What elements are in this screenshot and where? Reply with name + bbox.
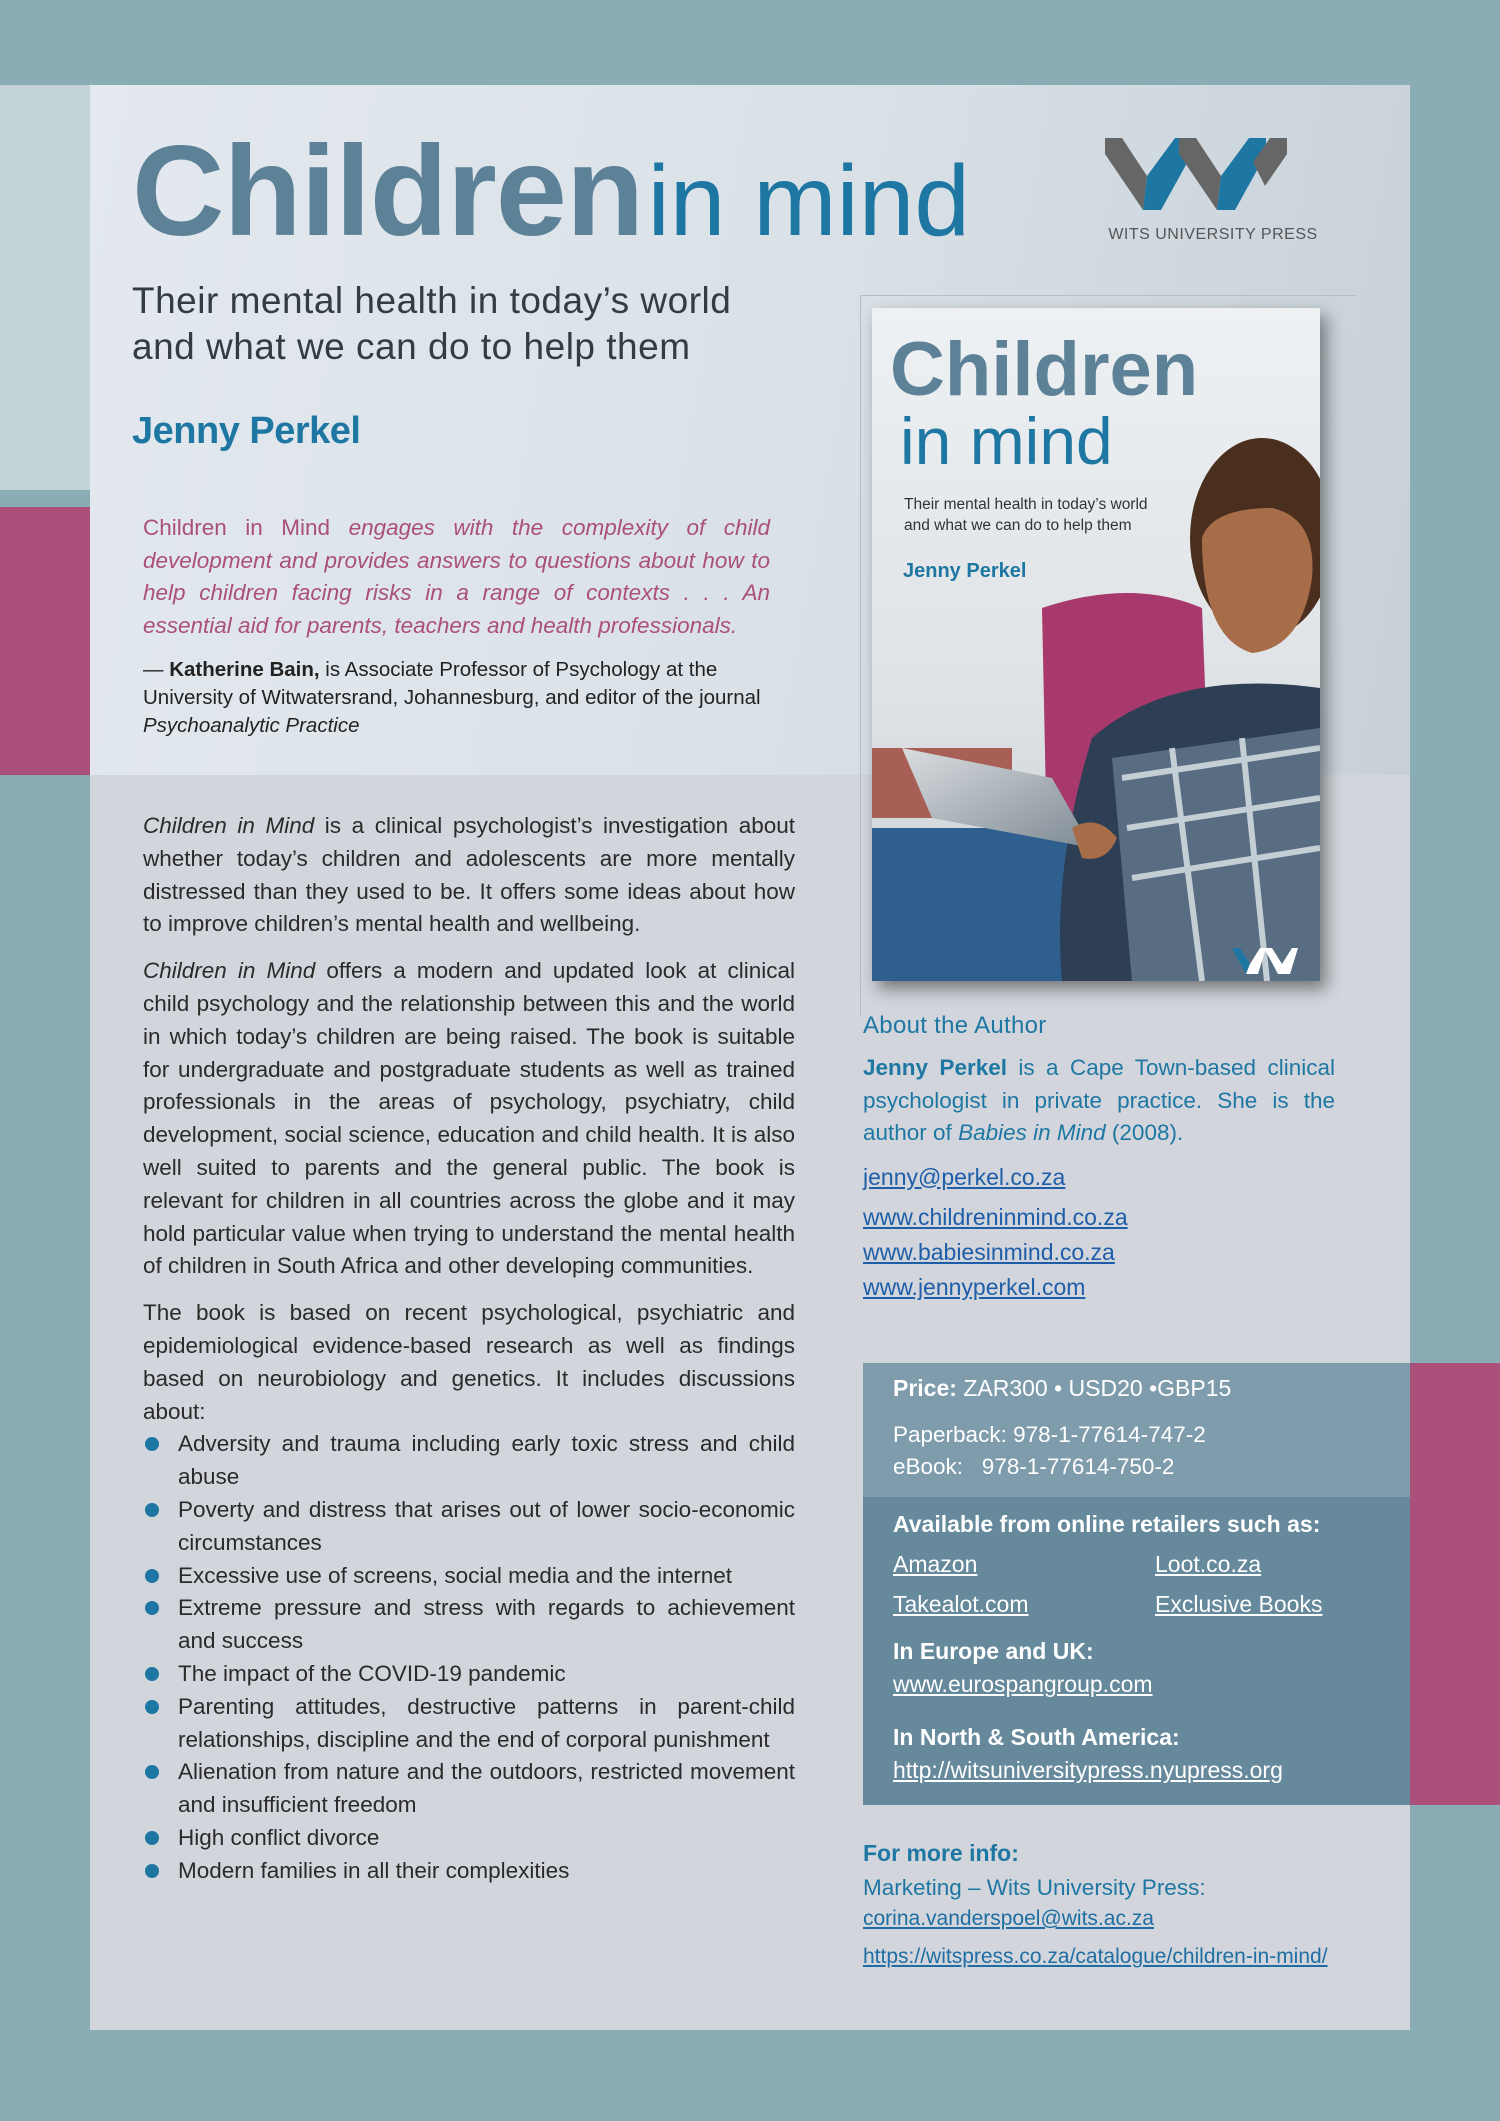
isbn-ebook: eBook: 978-1-77614-750-2 <box>893 1454 1175 1479</box>
about-text-part: (2008). <box>1105 1120 1184 1145</box>
retailers-heading: Available from online retailers such as: <box>893 1511 1321 1537</box>
about-name: Jenny Perkel <box>863 1055 1007 1080</box>
list-item-text: Modern families in all their complexities <box>178 1857 570 1883</box>
europe-heading: In Europe and UK: <box>893 1638 1094 1664</box>
link-amazon[interactable]: Amazon <box>893 1551 978 1577</box>
americas-heading: In North & South America: <box>893 1724 1180 1750</box>
about-heading: About the Author <box>863 1012 1047 1039</box>
list-item-text: High conflict divorce <box>178 1824 380 1850</box>
price-line <box>893 1375 1231 1402</box>
list-item-text: Parenting attitudes, destructive patterns in parent-child relationships, discipline and the end of corporal punishment <box>178 1693 795 1752</box>
subtitle-line-1: Their mental health in today’s world <box>132 280 732 321</box>
quote-book-title: Children in Mind <box>143 515 331 540</box>
link-childreninmind[interactable]: www.childreninmind.co.za <box>863 1203 1128 1230</box>
list-item-text: Extreme pressure and stress with regards to achievement and success <box>178 1595 795 1654</box>
pink-accent-right <box>1410 1363 1500 1805</box>
more-info <box>863 1840 1328 1969</box>
link-loot[interactable]: Loot.co.za <box>1155 1551 1262 1577</box>
list-item-text: Excessive use of screens, social media and the internet <box>178 1562 733 1588</box>
cover-subtitle <box>904 494 1148 536</box>
cover-title-bold: Children <box>890 327 1199 412</box>
list-item <box>143 1855 795 1888</box>
list-item <box>143 1756 795 1822</box>
list-item <box>143 1560 795 1593</box>
list-item-text: Poverty and distress that arises out of lower socio-economic circumstances <box>178 1496 795 1555</box>
more-info-text: Marketing – Wits University Press: <box>863 1875 1206 1900</box>
book-cover-image <box>872 308 1320 981</box>
bullet-icon <box>145 1667 159 1681</box>
list-item <box>143 1592 795 1658</box>
subtitle <box>132 278 832 370</box>
author-email-link[interactable]: jenny@perkel.co.za <box>863 1163 1066 1190</box>
link-eurospan[interactable]: www.eurospangroup.com <box>893 1671 1153 1697</box>
paragraph-text: offers a modern and updated look at clinical child psychology and the relationship between this and the world in which today’s children are being raised. The book is suitable for undergraduate and postgraduate students as well as trained professionals in the areas of psychology, psychiatry, child development, social science, education and child health. It is also well suited to parents and the general public. The book is relevant for children in all countries across the globe and it may hold particular value when trying to understand the mental health of children in South Africa and other developing communities. <box>143 958 795 1279</box>
title-light: in mind <box>647 145 970 257</box>
attribution-dash: — <box>143 658 170 681</box>
isbn-paperback: Paperback: 978-1-77614-747-2 <box>893 1422 1206 1447</box>
paragraph-text: is a clinical psychologist’s investigation about whether today’s children and adolescents are more mentally distressed than they used to be. It offers some ideas about how to improve children’s mental health and wellbeing. <box>143 813 796 937</box>
bullet-icon <box>145 1437 159 1451</box>
left-band <box>0 85 90 490</box>
link-jennyperkel[interactable]: www.jennyperkel.com <box>863 1273 1086 1300</box>
pink-accent-left <box>0 507 90 775</box>
publisher-logo-text: WITS UNIVERSITY PRESS <box>1108 226 1318 243</box>
author-name: Jenny Perkel <box>132 410 361 452</box>
wits-logo-icon <box>1105 138 1315 213</box>
list-item <box>143 1658 795 1691</box>
quote-text: engages with the complexity of child development and provides answers to questions about how to help children facing risks in a range of contexts . . . An essential aid for parents, teachers and health professionals. <box>143 515 771 638</box>
attribution-text: is Associate Professor of Psychology at the University of Witwatersrand, Johannesburg, and editor of the journal <box>143 658 761 709</box>
about-author <box>863 1012 1335 1305</box>
link-babiesinmind[interactable]: www.babiesinmind.co.za <box>863 1238 1115 1265</box>
price-box <box>863 1363 1410 1497</box>
about-text-part: is a Cape Town-based clinical psychologist in private practice. She is the author of <box>863 1055 1336 1145</box>
list-item-text: Alienation from nature and the outdoors, restricted movement and insufficient freedom <box>178 1759 795 1818</box>
bullet-icon <box>145 1601 159 1615</box>
bullet-icon <box>145 1864 159 1878</box>
list-item-text: Adversity and trauma including early toxic stress and child abuse <box>178 1431 795 1490</box>
description <box>143 810 795 1888</box>
more-info-heading: For more info: <box>863 1840 1019 1866</box>
quote-attribution <box>143 656 770 740</box>
marketing-email-link[interactable]: corina.vanderspoel@wits.ac.za <box>863 1907 1154 1930</box>
about-text <box>863 1052 1335 1150</box>
cover-subtitle-line-1: Their mental health in today’s world <box>904 496 1148 513</box>
link-exclusive-books[interactable]: Exclusive Books <box>1155 1591 1323 1617</box>
book-title-italic: Children in Mind <box>143 958 316 984</box>
link-nyupress[interactable]: http://witsuniversitypress.nyupress.org <box>893 1757 1283 1783</box>
cover-title-light: in mind <box>900 404 1113 478</box>
bullet-icon <box>145 1569 159 1583</box>
list-item-text: The impact of the COVID-19 pandemic <box>178 1660 566 1686</box>
bullet-icon <box>145 1503 159 1517</box>
attribution-name: Katherine Bain, <box>169 658 320 681</box>
retailers-box <box>863 1497 1410 1805</box>
bullet-icon <box>145 1831 159 1845</box>
link-takealot[interactable]: Takealot.com <box>893 1591 1029 1617</box>
description-paragraph: The book is based on recent psychological, psychiatric and epidemiological evidence-based research as well as findings based on neurobiology and genetics. It includes discussions about: <box>143 1300 795 1424</box>
attribution-journal: Psychoanalytic Practice <box>143 714 360 737</box>
page-title <box>132 120 970 263</box>
bullet-icon <box>145 1700 159 1714</box>
bullet-icon <box>145 1765 159 1779</box>
list-item <box>143 1691 795 1757</box>
list-item <box>143 1822 795 1855</box>
topics-list <box>143 1428 795 1887</box>
about-book: Babies in Mind <box>958 1120 1106 1145</box>
cover-title <box>890 327 1199 478</box>
book-title-italic: Children in Mind <box>143 813 315 838</box>
cover-author: Jenny Perkel <box>903 560 1027 582</box>
list-item <box>143 1428 795 1494</box>
price-label: Price: <box>893 1375 957 1401</box>
endorsement-quote <box>143 512 770 642</box>
catalogue-link[interactable]: https://witspress.co.za/catalogue/children-in-mind/ <box>863 1945 1328 1968</box>
list-item <box>143 1494 795 1560</box>
isbn-lines <box>893 1419 1206 1483</box>
price-value: ZAR300 • USD20 •GBP15 <box>956 1375 1232 1401</box>
subtitle-line-2: and what we can do to help them <box>132 326 691 367</box>
cover-subtitle-line-2: and what we can do to help them <box>904 517 1132 534</box>
description-paragraph <box>143 810 795 941</box>
description-paragraph <box>143 955 795 1283</box>
title-bold: Children <box>132 120 644 263</box>
